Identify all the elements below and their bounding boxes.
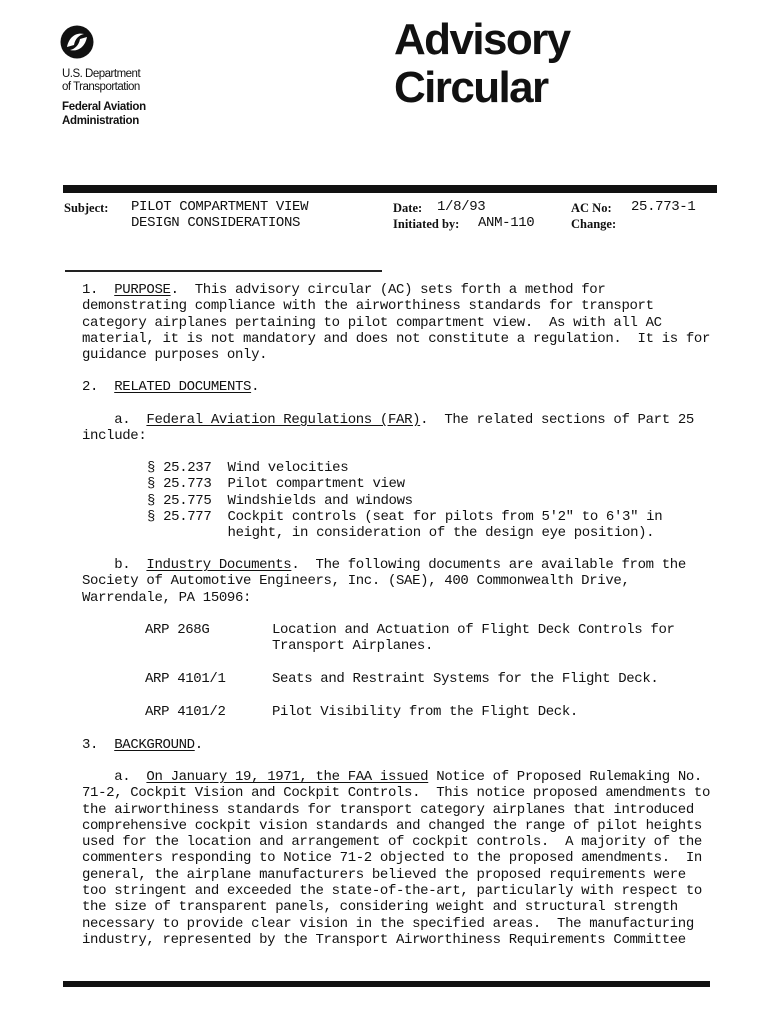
purpose-paragraph: 1. PURPOSE. This advisory circular (AC) sets forth a method for demonstrating compliance with the airworthiness standards for transport category airplanes pertaining to pilot compartment view. As with all AC material, it is not mandatory and does not constitute a regulation. It is for guidance purposes only. <box>82 282 711 364</box>
initiated-by-value: ANM-110 <box>478 215 535 231</box>
date-label: Date: <box>393 201 423 215</box>
list-item: § 25.237 Wind velocities <box>147 460 349 476</box>
industry-documents-paragraph: b. Industry Documents. The following documents are available from the Society of Automotive Engineers, Inc. (SAE), 400 Commonwealth Drive, Warrendale, PA 15096: <box>82 557 686 606</box>
list-item: § 25.775 Windshields and windows <box>147 492 413 509</box>
far-paragraph: a. Federal Aviation Regulations (FAR). The related sections of Part 25 include: <box>82 412 694 445</box>
list-item: height, in consideration of the design eye position). <box>147 525 655 542</box>
arp-code: ARP 4101/2 <box>145 704 226 720</box>
change-label: Change: <box>571 217 617 231</box>
date-value: 1/8/93 <box>437 199 486 215</box>
arp-code: ARP 268G <box>145 622 210 638</box>
arp-title: Pilot Visibility from the Flight Deck. <box>272 704 578 720</box>
subject-label: Subject: <box>64 201 109 215</box>
related-documents-heading: 2. RELATED DOCUMENTS. <box>82 379 260 395</box>
industry-documents-heading: Industry Documents <box>146 557 292 573</box>
list-item: § 25.773 Pilot compartment view <box>147 476 405 493</box>
arp-code: ARP 4101/1 <box>145 671 226 687</box>
background-paragraph: a. On January 19, 1971, the FAA issued Notice of Proposed Rulemaking No. 71-2, Cockpit Vision and Cockpit Controls. This notice proposed amendments to the airworthiness standards for transport category airplanes that introduced comprehensive cockpit vision standards and changed the range of pilot heights used for the location and arrangement of cockpit controls. A majority of the commenters responding to Notice 71-2 objected to the proposed amendments. In general, the airplane manufacturers believed the proposed requirements were too stringent and exceeded the state-of-the-art, particularly with respect to the size of transparent panels, considering weight and structural strength necessary to provide clear vision in the specified areas. The manufacturing industry, represented by the Transport Airworthiness Requirements Committee <box>82 769 711 948</box>
background-heading: 3. BACKGROUND. <box>82 737 203 753</box>
arp-title: Location and Actuation of Flight Deck Controls for Transport Airplanes. <box>272 622 675 655</box>
far-sections-list <box>147 460 662 541</box>
purpose-heading: PURPOSE <box>114 282 171 298</box>
footer-rule <box>63 981 710 987</box>
department-name: U.S. Department of Transportation <box>62 68 141 93</box>
initiated-by-label: Initiated by: <box>393 217 460 231</box>
header-rule <box>63 185 717 193</box>
arp-title: Seats and Restraint Systems for the Flight Deck. <box>272 671 659 687</box>
far-heading: Federal Aviation Regulations (FAR) <box>146 412 421 428</box>
dot-logo-icon <box>60 25 94 59</box>
agency-name: Federal Aviation Administration <box>62 101 146 127</box>
ac-number-value: 25.773-1 <box>631 199 696 215</box>
subject-value: PILOT COMPARTMENT VIEW DESIGN CONSIDERATIONS <box>131 199 309 232</box>
background-lead: On January 19, 1971, the FAA issued <box>146 769 429 785</box>
list-item: § 25.777 Cockpit controls (seat for pilots from 5'2" to 6'3" in <box>147 508 663 525</box>
section-rule <box>65 270 382 272</box>
ac-number-label: AC No: <box>571 201 612 215</box>
document-title: Advisory Circular <box>394 15 570 112</box>
